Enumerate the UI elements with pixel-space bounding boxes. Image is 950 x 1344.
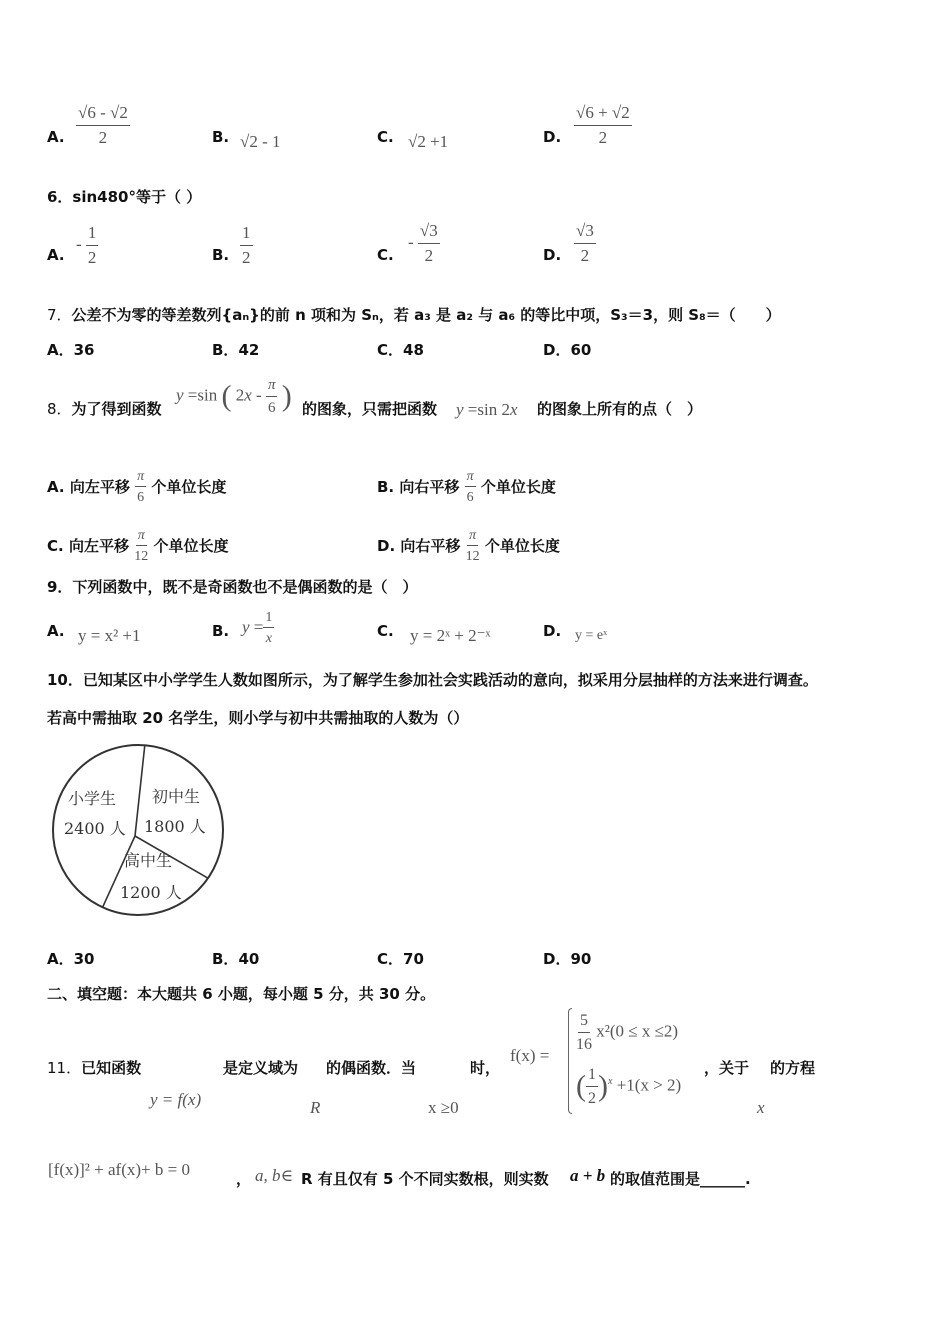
q11-math-x: x (757, 1098, 765, 1117)
pie-label-middle-count: 1800 人 (144, 817, 206, 836)
q10-option-b: B．40 (212, 950, 260, 968)
q8-function-2: y =sin 2x (456, 400, 518, 419)
q11-text-2: 是定义域为 (223, 1059, 299, 1077)
q10-line1: 10．已知某区中小学学生人数如图所示，为了解学生参加社会实践活动的意向，拟采用分层抽样的方法来进行调查。 (47, 671, 818, 689)
q11-text-1: 11．已知函数 (47, 1059, 142, 1077)
q7-option-a: A．36 (47, 341, 95, 359)
q11-text-7: ， (236, 1170, 252, 1188)
q6-stem: 6．sin480°等于（ ） (47, 188, 202, 206)
q5-option-b-value: √2 - 1 (240, 132, 281, 151)
q11-text-4: 时， (470, 1059, 501, 1077)
q11-math-ab: a, b∈ (255, 1166, 294, 1185)
q9-option-a-label: A. (47, 622, 65, 640)
q11-text-6: 的方程 (770, 1059, 816, 1077)
q10-line2: 若高中需抽取 20 名学生，则小学与初中共需抽取的人数为（） (47, 709, 469, 727)
q11-math-cond: x ≥0 (428, 1098, 459, 1117)
q6-option-b-value: $\frac{1}{2}$ (242, 223, 251, 267)
q8-option-d: D. 向右平移 $\frac{\pi}{12}$ 个单位长度 (377, 528, 560, 565)
q6-option-c-value: - $\frac{√3}{2}$ (408, 221, 438, 265)
q10-pie-chart (50, 740, 230, 916)
q11-piece-1: $\frac{5}{16}$ x²(0 ≤ x ≤2) (576, 1012, 679, 1053)
q11-math-R: R (310, 1098, 321, 1117)
pie-label-primary-count: 2400 人 (64, 819, 126, 838)
q11-piece-2: ( $\frac{1}{2}$ )$^x$ +1(x > 2) (576, 1066, 682, 1107)
q11-text-3: 的偶函数．当 (326, 1059, 417, 1077)
q9-stem: 9．下列函数中，既不是奇函数也不是偶函数的是（ ） (47, 578, 418, 596)
q8-option-a: A. 向左平移 $\frac{\pi}{6}$ 个单位长度 (47, 469, 227, 506)
q6-option-d-label: D. (543, 246, 562, 264)
q8-function-1: y =sin ( 2x - $\frac{\pi}{6}$ ) (176, 377, 292, 416)
q5-option-d-value: $\frac{√6 + √2}{2}$ (576, 103, 630, 147)
q11-piecewise-brace (568, 1008, 572, 1114)
q6-option-a-label: A. (47, 246, 65, 264)
q11-text-8: R 有且仅有 5 个不同实数根，则实数 (301, 1170, 549, 1188)
q9-option-b-label: B. (212, 622, 230, 640)
q9-option-d-label: D. (543, 622, 562, 640)
q11-piecewise-lhs: f(x) = (510, 1046, 550, 1065)
pie-label-middle-name: 初中生 (152, 787, 201, 806)
q9-option-a-value: y = x² +1 (78, 626, 141, 645)
q5-option-c-value: √2 +1 (408, 132, 449, 151)
q8-stem-part1: 8．为了得到函数 (47, 400, 162, 418)
q11-text-9: 的取值范围是______. (610, 1170, 751, 1188)
q6-option-c-label: C. (377, 246, 394, 264)
pie-label-primary-name: 小学生 (68, 789, 117, 808)
q10-option-d: D．90 (543, 950, 592, 968)
q8-stem-part2: 的图象，只需把函数 (302, 400, 438, 418)
q7-stem: 7．公差不为零的等差数列{aₙ}的前 n 项和为 Sₙ，若 a₃ 是 a₂ 与 a₆ 的等比中项，S₃＝3，则 S₈＝（ ） (47, 306, 781, 324)
q8-option-c: C. 向左平移 $\frac{\pi}{12}$ 个单位长度 (47, 528, 229, 565)
q5-option-a-value: $\frac{√6 - √2}{2}$ (78, 103, 128, 147)
q9-option-c-value: y = 2ˣ + 2⁻ˣ (410, 626, 491, 645)
section2-title: 二、填空题：本大题共 6 小题，每小题 5 分，共 30 分。 (47, 985, 436, 1003)
q10-option-c: C．70 (377, 950, 424, 968)
q11-math-fx: y = f(x) (150, 1090, 202, 1109)
q9-option-c-label: C. (377, 622, 394, 640)
q5-option-a-label: A. (47, 128, 65, 146)
q5-option-c-label: C. (377, 128, 394, 146)
q10-option-a: A．30 (47, 950, 95, 968)
q9-option-d-value: y = eˣ (575, 628, 608, 643)
q11-equation: [f(x)]² + af(x)+ b = 0 (48, 1160, 190, 1179)
q6-option-a-value: - $\frac{1}{2}$ (76, 223, 97, 267)
q5-option-b-label: B. (212, 128, 230, 146)
q5-option-d-label: D. (543, 128, 562, 146)
pie-label-high-name: 高中生 (124, 851, 173, 870)
q11-text-5: ，关于 (704, 1059, 750, 1077)
q6-option-b-label: B. (212, 246, 230, 264)
q8-option-b: B. 向右平移 $\frac{\pi}{6}$ 个单位长度 (377, 469, 556, 506)
q9-option-b-value: y = $\frac{1}{x}$ (242, 610, 273, 647)
q7-option-b: B．42 (212, 341, 260, 359)
pie-label-high-count: 1200 人 (120, 883, 182, 902)
q7-option-d: D．60 (543, 341, 592, 359)
q6-option-d-value: $\frac{√3}{2}$ (576, 221, 594, 265)
q11-math-apb: a + b (570, 1166, 606, 1185)
q8-stem-part3: 的图象上所有的点（ ） (537, 400, 703, 418)
q7-option-c: C．48 (377, 341, 424, 359)
